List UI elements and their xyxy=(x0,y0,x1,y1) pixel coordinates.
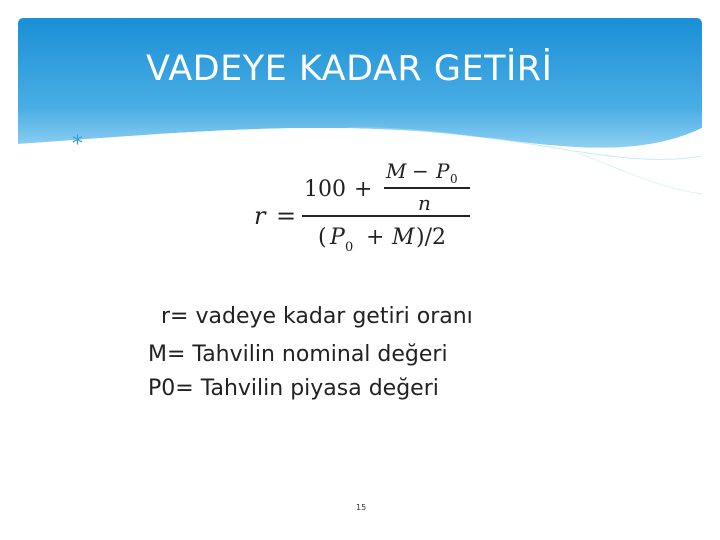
yield-formula xyxy=(246,155,486,265)
bullet-icon: * xyxy=(72,132,83,157)
formula-inner-M: M xyxy=(386,159,407,183)
formula-inner-P-sub: 0 xyxy=(450,172,458,186)
formula-inner-P: P xyxy=(436,159,450,183)
definition-r: r= vadeye kadar getiri oranı xyxy=(161,304,473,329)
formula-den-P-sub: 0 xyxy=(345,240,354,255)
formula-inner-n: n xyxy=(418,191,431,215)
formula-den-plus: + xyxy=(366,225,385,250)
page-number: 15 xyxy=(356,503,367,512)
definition-P0: P0= Tahvilin piyasa değeri xyxy=(148,376,439,401)
formula-den-P: P xyxy=(330,225,345,250)
formula-r: r xyxy=(254,202,266,230)
formula-den-close: )/2 xyxy=(416,225,446,250)
formula-inner-minus: − xyxy=(412,159,429,183)
slide-title: VADEYE KADAR GETİRİ xyxy=(146,49,553,89)
formula-main-fraction-bar xyxy=(302,215,470,217)
formula-num-plus: + xyxy=(354,177,373,202)
formula-den-open: ( xyxy=(318,225,327,250)
definition-M: M= Tahvilin nominal değeri xyxy=(148,342,448,367)
formula-equals: = xyxy=(276,202,297,230)
formula-inner-fraction-bar xyxy=(384,187,470,189)
formula-den-M: M xyxy=(392,225,415,250)
formula-num-constant: 100 xyxy=(304,177,346,202)
